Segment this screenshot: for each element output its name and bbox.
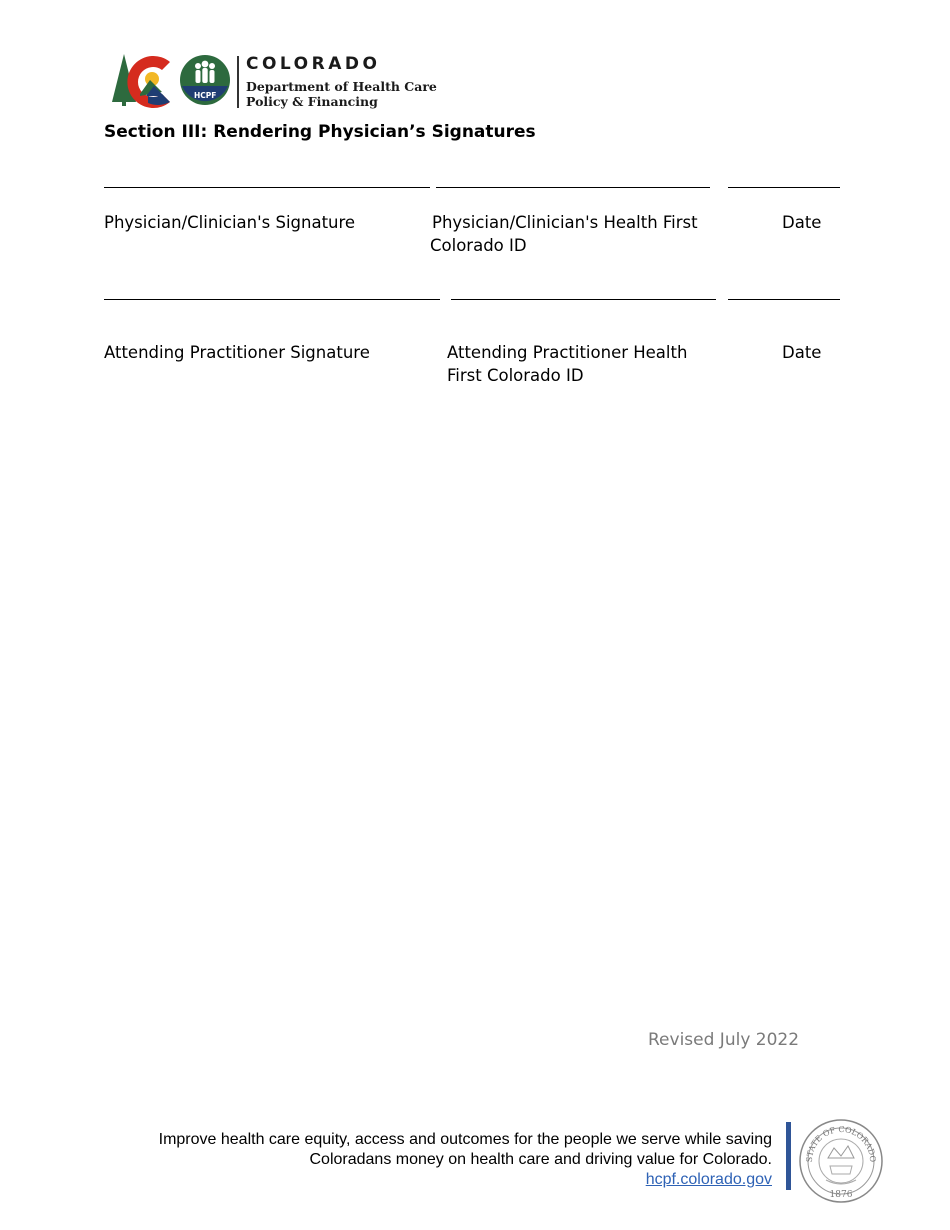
state-seal-icon xyxy=(798,1118,884,1204)
svg-text:STATE OF COLORADO xyxy=(805,1125,877,1163)
physician-signature-label: Physician/Clinician's Signature xyxy=(104,213,356,232)
org-name: COLORADO xyxy=(246,54,381,74)
physician-date-line[interactable] xyxy=(728,187,840,188)
physician-id-label xyxy=(430,211,698,257)
physician-signature-line[interactable] xyxy=(104,187,430,188)
physician-id-line[interactable] xyxy=(436,187,710,188)
dept-name-line1: Department of Health Care xyxy=(246,79,437,94)
attending-date-label: Date xyxy=(782,343,822,362)
physician-id-label-line1: Physician/Clinician's Health First xyxy=(432,213,698,232)
attending-date-line[interactable] xyxy=(728,299,840,300)
org-wordmark xyxy=(246,54,437,109)
physician-id-label-line2: Colorado ID xyxy=(430,236,527,255)
footer-accent-bar xyxy=(786,1122,791,1190)
seal-text: STATE OF COLORADO xyxy=(804,1124,878,1163)
revised-date: Revised July 2022 xyxy=(648,1030,800,1050)
attending-id-label-line1: Attending Practitioner Health xyxy=(447,343,688,362)
footer-mission xyxy=(159,1130,772,1190)
physician-date-label: Date xyxy=(782,213,822,232)
section-title: Section III: Rendering Physician’s Signatures xyxy=(104,122,536,142)
attending-id-label xyxy=(447,341,687,387)
footer-mission-line1: Improve health care equity, access and outcomes for the people we serve while saving xyxy=(158,1131,772,1148)
attending-signature-line[interactable] xyxy=(104,299,440,300)
attending-id-line[interactable] xyxy=(451,299,716,300)
attending-id-label-line2: First Colorado ID xyxy=(447,366,584,385)
badge-text: HCPF xyxy=(194,91,217,100)
logo-divider xyxy=(237,56,239,108)
dept-name-line2: Policy & Financing xyxy=(246,94,378,109)
seal-year: 1876 xyxy=(829,1190,853,1200)
attending-signature-label: Attending Practitioner Signature xyxy=(104,343,370,362)
footer-website-link[interactable]: hcpf.colorado.gov xyxy=(645,1171,772,1188)
footer-mission-line2: Coloradans money on health care and driving value for Colorado. xyxy=(309,1151,772,1168)
